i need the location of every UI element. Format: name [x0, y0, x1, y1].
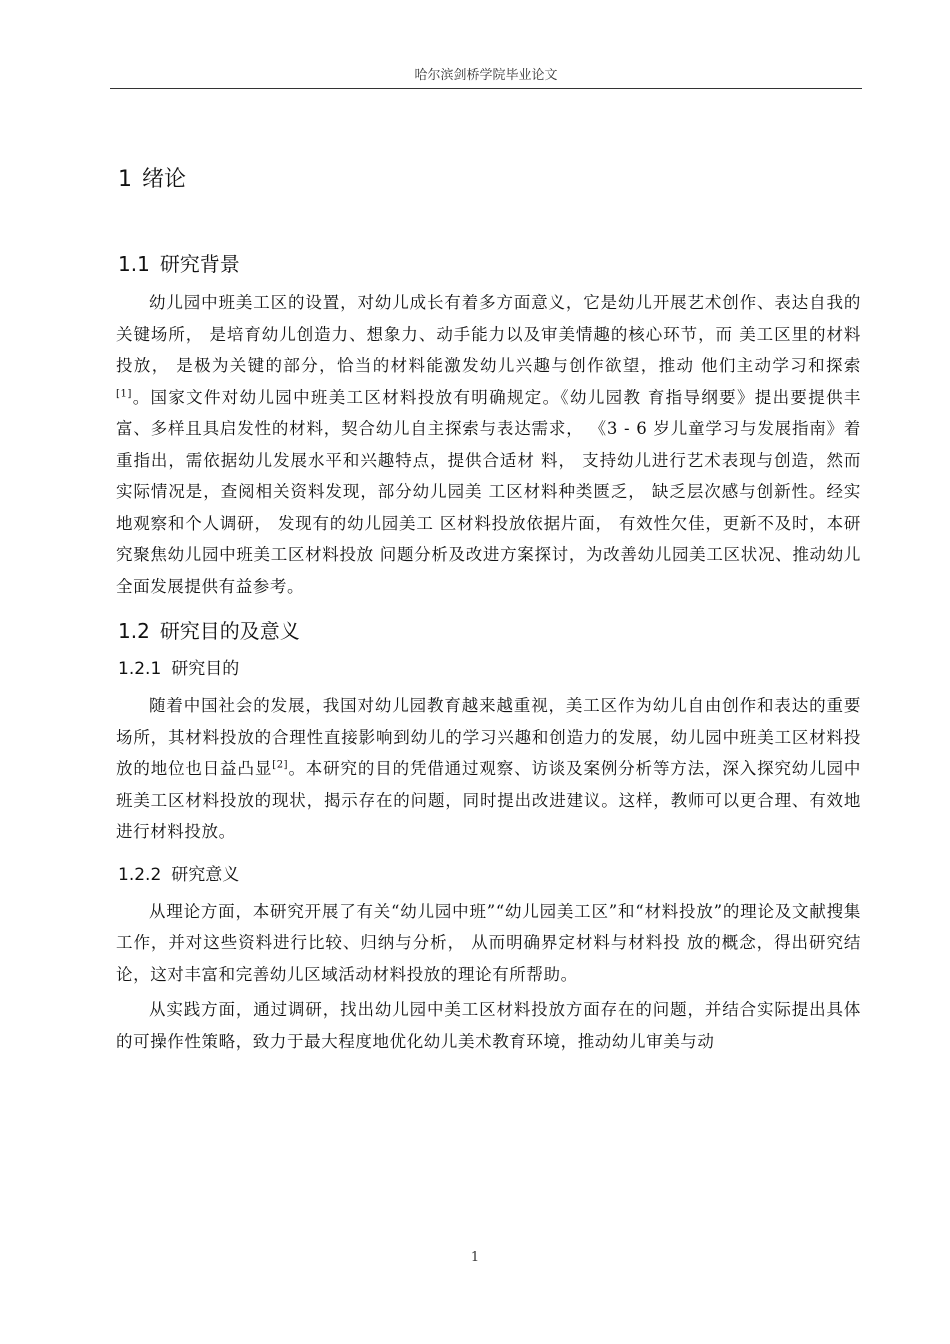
chapter-heading — [118, 160, 861, 200]
significance-practice-paragraph: 从实践方面，通过调研，找出幼儿园中美工区材料投放方面存在的问题，并结合实际提出具体的可操作性策略，致力于最大程度地优化幼儿美术教育环境，推动幼儿审美与动 — [116, 1000, 861, 1051]
significance-theory-paragraph: 从理论方面，本研究开展了有关“幼儿园中班”“幼儿园美工区”和“材料投放”的理论及文献搜集工作，并对这些资料进行比较、归纳与分析， 从而明确界定材料与材料投 放的概念，得出研究结论，这对丰富和完善幼儿区域活动材料投放的理论有所帮助。 — [116, 901, 861, 984]
paragraph-text: 。本研究的目的凭借通过观察、访谈及案例分析等方法，深入探究幼儿园中班美工区材料投放的现状，揭示存在的问题，同时提出改进建议。这样，教师可以更合理、有效地进行材料投放。 — [116, 759, 861, 841]
section-heading-1-1 — [118, 247, 861, 281]
subsection-title: 研究目的 — [171, 659, 240, 679]
header-divider — [110, 88, 862, 89]
background-paragraph — [116, 287, 861, 602]
section-number: 1.2 — [118, 619, 150, 643]
section-title: 研究背景 — [159, 252, 240, 276]
section-title: 研究目的及意义 — [159, 619, 300, 643]
citation-ref-1: [1] — [116, 388, 132, 399]
paragraph-text: 幼儿园中班美工区的设置，对幼儿成长有着多方面意义，它是幼儿开展艺术创作、表达自我的关键场所， 是培育幼儿创造力、想象力、动手能力以及审美情趣的核心环节，而 美工区里的材料投放， 是极为关键的部分，恰当的材料能激发幼儿兴趣与创作欲望，推动 他们主动学习和探索 — [116, 293, 861, 375]
subsection-heading-1-2-2 — [118, 860, 861, 890]
paragraph-text: 。国家文件对幼儿园中班美工区材料投放有明确规定。《幼儿园教 育指导纲要》提出要提供丰富、多样且具启发性的材料，契合幼儿自主探索与表达需求， 《3 - 6 岁儿童学习与发展指南》着重指出，需依据幼儿发展水平和兴趣特点，提供合适材 料， 支持幼儿进行艺术表现与创造，然而实际情况是，查阅相关资料发现，部分幼儿园美 工区材料种类匮乏， 缺乏层次感与创新性。经实地观察和个人调研， 发现有的幼儿园美工 区材料投放依据片面， 有效性欠佳，更新不及时，本研究聚焦幼儿园中班美工区材料投放 问题分析及改进方案探讨，为改善幼儿园美工区状况、推动幼儿全面发展提供有益参考。 — [116, 387, 861, 596]
subsection-number: 1.2.1 — [118, 659, 162, 679]
subsection-number: 1.2.2 — [118, 864, 162, 885]
paragraph-text: 随着中国社会的发展，我国对幼儿园教育越来越重视，美工区作为幼儿自由创作和表达的重要场所，其材料投放的合理性直接影响到幼儿的学习兴趣和创造力的发展，幼儿园中班美工区材料投放的地位也日益凸显 — [116, 696, 861, 778]
subsection-title: 研究意义 — [171, 864, 240, 885]
purpose-paragraph — [116, 690, 861, 848]
chapter-title: 绪论 — [142, 167, 187, 192]
page-body — [116, 160, 861, 1069]
subsection-heading-1-2-1 — [118, 654, 861, 684]
section-heading-1-2 — [118, 614, 861, 648]
citation-ref-2: [2] — [272, 759, 289, 771]
chapter-number: 1 — [118, 167, 132, 192]
page-number: 1 — [470, 1250, 480, 1265]
section-number: 1.1 — [118, 252, 150, 276]
running-header: 哈尔滨剑桥学院毕业论文 — [414, 68, 558, 83]
